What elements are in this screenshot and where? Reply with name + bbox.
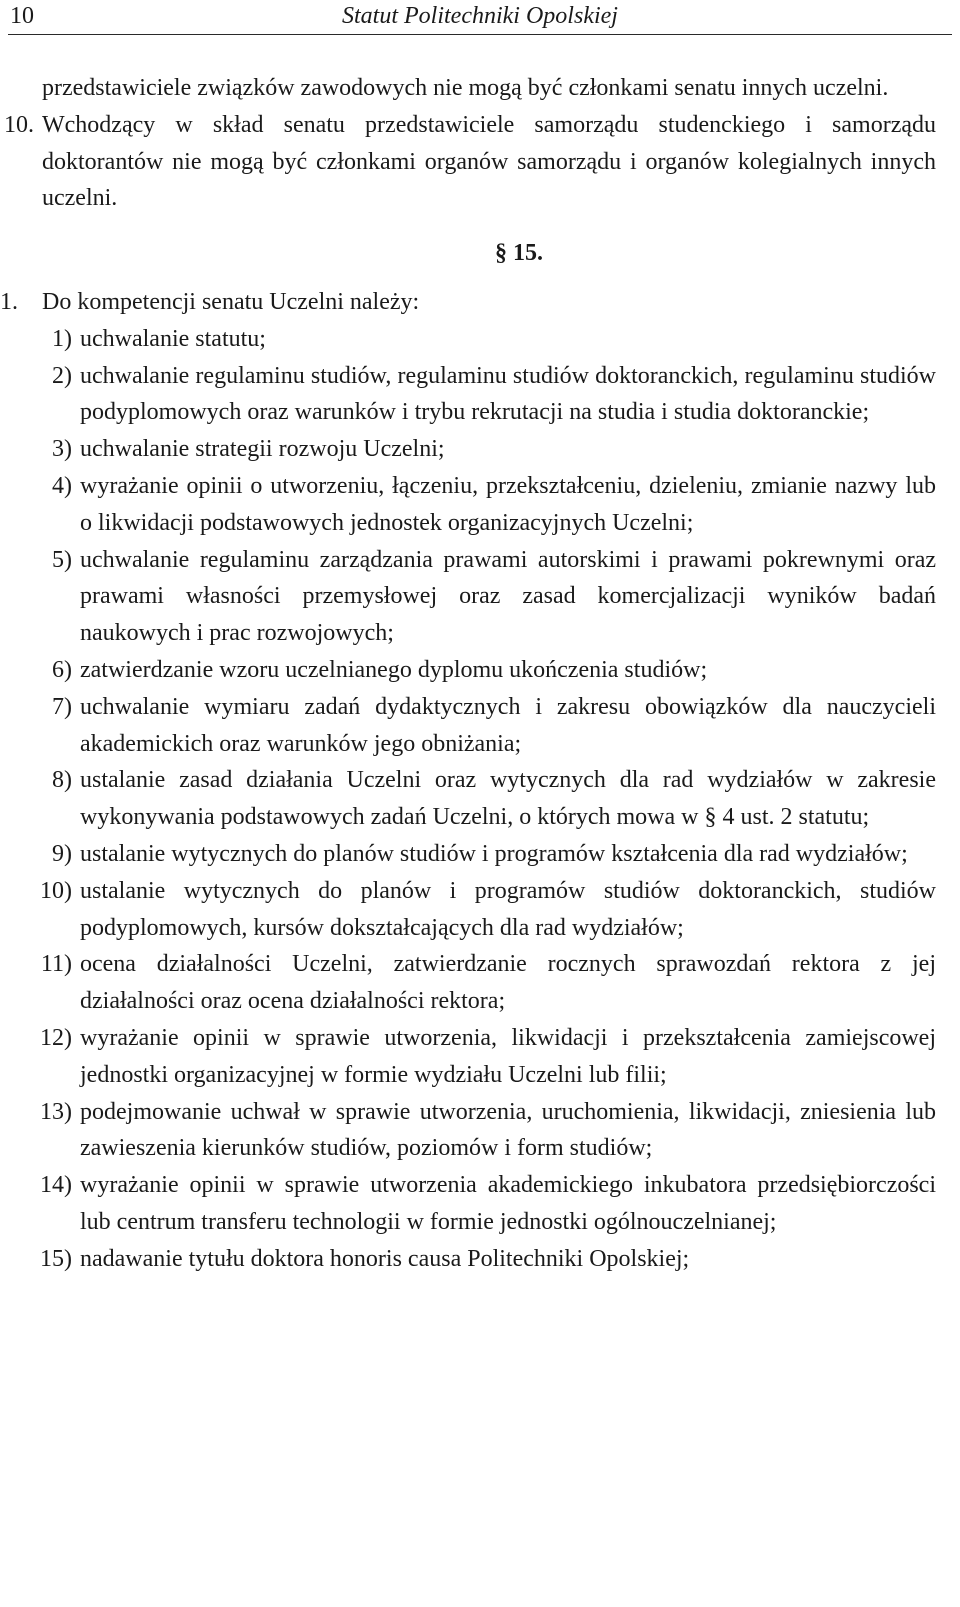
list-item-text: zatwierdzanie wzoru uczelnianego dyplomu ukończenia studiów; — [80, 656, 708, 683]
list-item-text: wyrażanie opinii o utworzeniu, łączeniu, przekształceniu, dzieleniu, zmianie nazwy lub o likwidacji podstawowych jednostek organizacyjnych Uczelni; — [80, 472, 936, 536]
list-item-text: nadawanie tytułu doktora honoris causa Politechniki Opolskiej; — [80, 1245, 690, 1272]
list-item-text: podejmowanie uchwał w sprawie utworzenia, uruchomienia, likwidacji, zniesienia lub zawieszenia kierunków studiów, poziomów i form studiów; — [80, 1098, 936, 1162]
list-item — [42, 358, 936, 432]
clause-10-number: 10. — [4, 111, 34, 138]
list-item — [42, 431, 936, 468]
list-item-text: uchwalanie regulaminu studiów, regulaminu studiów doktoranckich, regulaminu studiów podyplomowych oraz warunków i trybu rekrutacji na studia i studia doktoranckie; — [80, 362, 936, 426]
clause-10 — [4, 107, 936, 217]
list-item-number: 6) — [52, 656, 72, 683]
list-item — [42, 689, 936, 763]
list-item-number: 13) — [40, 1098, 72, 1125]
list-item-number: 1) — [52, 325, 72, 352]
list-item-number: 3) — [52, 436, 72, 463]
list-item-text: uchwalanie regulaminu zarządzania prawami autorskimi i prawami pokrewnymi oraz prawami własności przemysłowej oraz zasad komercjalizacji wyników badań naukowych i prac rozwojowych; — [80, 546, 936, 647]
competence-list — [42, 321, 936, 1278]
list-item-text: wyrażanie opinii w sprawie utworzenia, likwidacji i przekształcenia zamiejscowej jednostki organizacyjnej w formie wydziału Uczelni lub filii; — [80, 1024, 936, 1088]
clause-10-text: Wchodzący w skład senatu przedstawiciele samorządu studenckiego i samorządu doktorantów nie mogą być członkami organów samorządu i organów kolegialnych innych uczelni. — [42, 111, 936, 212]
list-item-text: ustalanie wytycznych do planów studiów i programów kształcenia dla rad wydziałów; — [80, 840, 908, 867]
list-item-number: 8) — [52, 767, 72, 794]
running-title: Statut Politechniki Opolskiej — [342, 3, 618, 29]
clause-1 — [0, 284, 936, 321]
list-item — [42, 873, 936, 947]
list-item — [42, 946, 936, 1020]
section-heading: § 15. — [495, 240, 543, 267]
list-item-number: 9) — [52, 840, 72, 867]
list-item-number: 14) — [40, 1172, 72, 1199]
list-item-text: wyrażanie opinii w sprawie utworzenia akademickiego inkubatora przedsiębiorczości lub centrum transferu technologii w formie jednostki ogólnouczelnianej; — [80, 1172, 936, 1235]
list-item-text: ustalanie zasad działania Uczelni oraz wytycznych dla rad wydziałów w zakresie wykonywania podstawowych zadań Uczelni, o których mowa w § 4 ust. 2 statutu; — [80, 767, 936, 831]
page-number: 10 — [10, 3, 34, 29]
list-item-number: 15) — [40, 1245, 72, 1272]
list-item-text: uchwalanie strategii rozwoju Uczelni; — [80, 436, 445, 463]
list-item-text: ocena działalności Uczelni, zatwierdzanie rocznych sprawozdań rektora z jej działalności oraz ocena działalności rektora; — [80, 951, 936, 1015]
list-item — [42, 1241, 936, 1278]
list-item-number: 2) — [52, 362, 72, 389]
list-item — [42, 1020, 936, 1094]
list-item-number: 4) — [52, 472, 72, 499]
list-item — [42, 542, 936, 652]
list-item-number: 12) — [40, 1024, 72, 1051]
document-body — [0, 70, 936, 1278]
list-item-text: uchwalanie statutu; — [80, 325, 266, 352]
list-item-number: 11) — [40, 951, 72, 978]
list-item-text: uchwalanie wymiaru zadań dydaktycznych i zakresu obowiązków dla nauczycieli akademickich oraz warunków jego obniżania; — [80, 693, 936, 757]
list-item-text: ustalanie wytycznych do planów i programów studiów doktoranckich, studiów podyplomowych, kursów dokształcających dla rad wydziałów; — [80, 877, 936, 941]
list-item — [42, 1094, 936, 1168]
list-item — [42, 762, 936, 836]
page-header — [8, 0, 952, 35]
list-item — [42, 321, 936, 358]
list-item — [42, 468, 936, 542]
clause-1-number: 1. — [0, 288, 18, 315]
list-item — [42, 652, 936, 689]
continuation-paragraph: przedstawiciele związków zawodowych nie mogą być członkami senatu innych uczelni. — [42, 75, 889, 101]
list-item-number: 5) — [52, 546, 72, 573]
clause-1-text: Do kompetencji senatu Uczelni należy: — [42, 288, 420, 315]
list-item-number: 10) — [40, 877, 72, 904]
list-item-number: 7) — [52, 693, 72, 720]
list-item — [42, 1167, 936, 1241]
list-item — [42, 836, 936, 873]
